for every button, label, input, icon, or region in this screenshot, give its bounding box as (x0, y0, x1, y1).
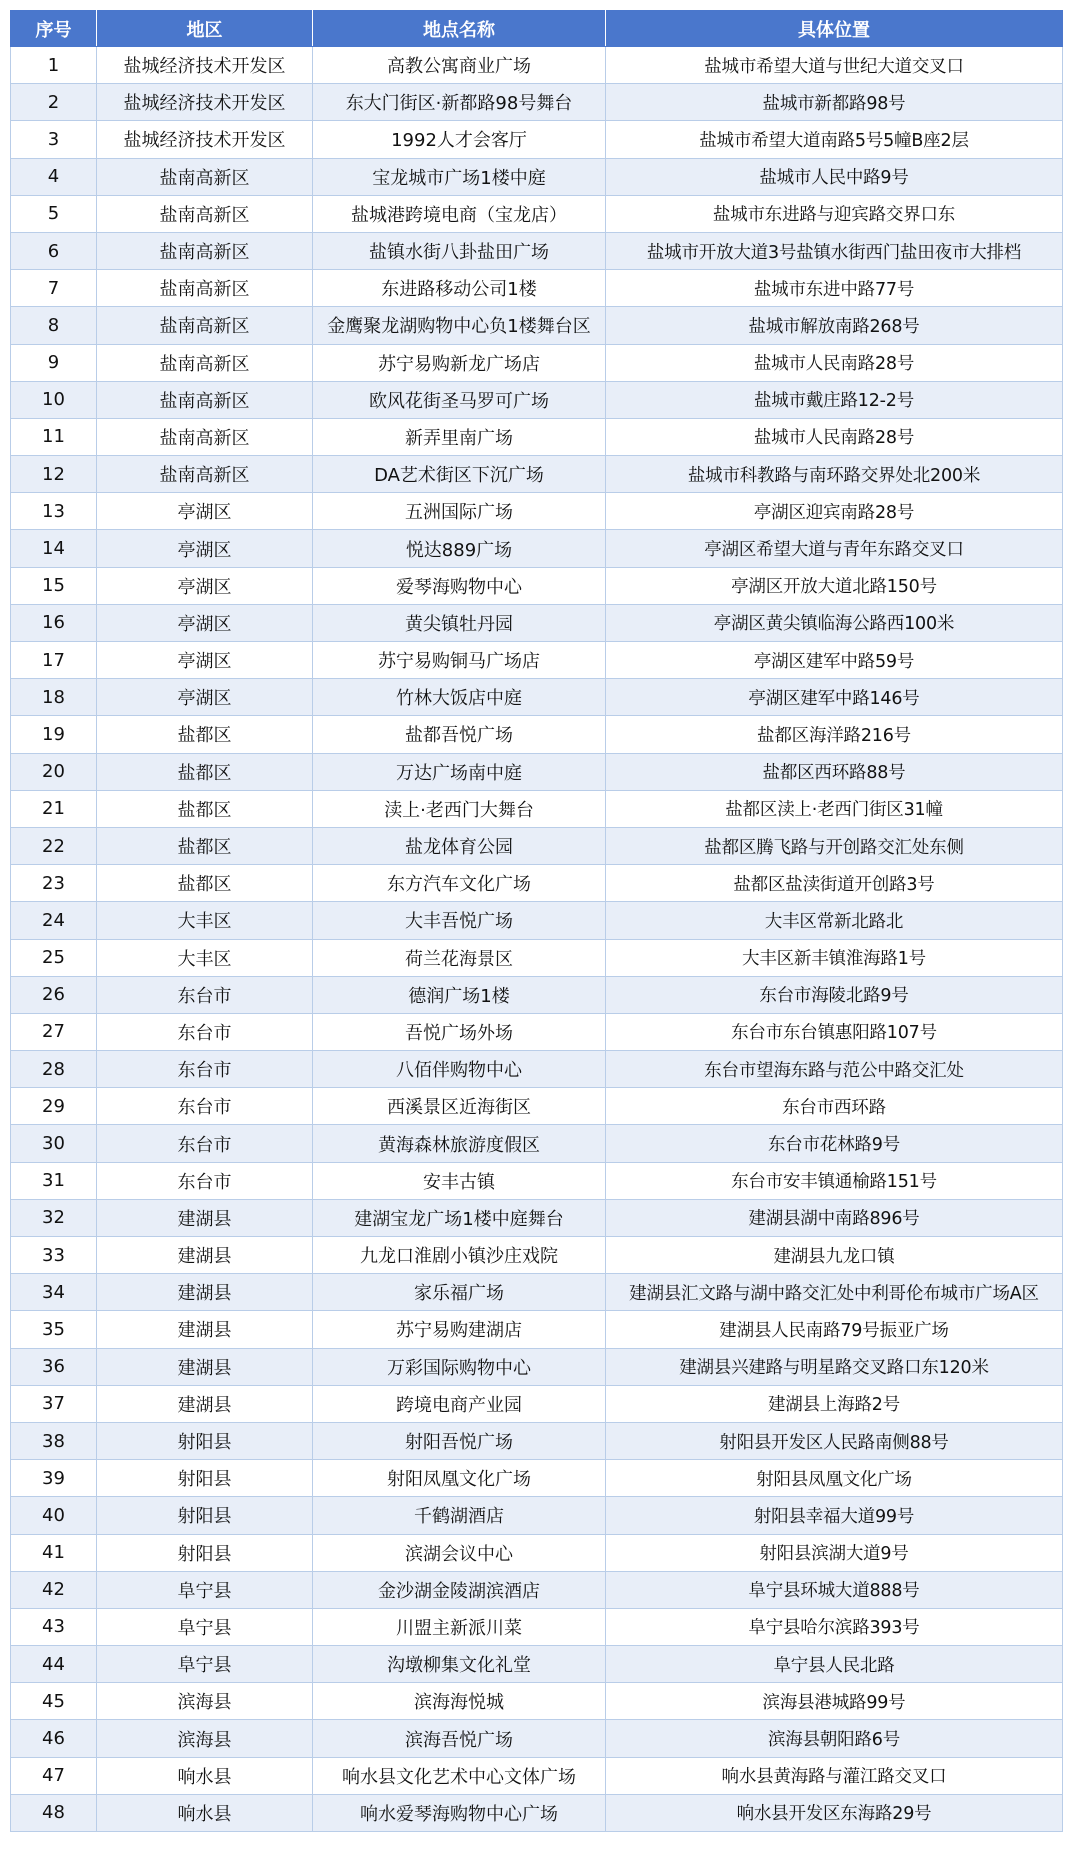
cell-district: 响水县 (97, 1794, 313, 1831)
cell-index: 14 (11, 530, 97, 567)
cell-address: 盐城市东进路与迎宾路交界口东 (606, 195, 1063, 232)
cell-index: 2 (11, 84, 97, 121)
cell-district: 阜宁县 (97, 1571, 313, 1608)
table-row (11, 1757, 1063, 1794)
cell-index: 3 (11, 121, 97, 158)
cell-index: 35 (11, 1311, 97, 1348)
cell-venue-name: 大丰吾悦广场 (313, 902, 606, 939)
cell-index: 34 (11, 1274, 97, 1311)
cell-index: 22 (11, 827, 97, 864)
cell-venue-name: 新弄里南广场 (313, 418, 606, 455)
table-row (11, 232, 1063, 269)
cell-venue-name: 宝龙城市广场1楼中庭 (313, 158, 606, 195)
cell-venue-name: 荷兰花海景区 (313, 939, 606, 976)
cell-index: 24 (11, 902, 97, 939)
cell-address: 射阳县滨湖大道9号 (606, 1534, 1063, 1571)
cell-district: 东台市 (97, 976, 313, 1013)
cell-index: 41 (11, 1534, 97, 1571)
cell-address: 射阳县开发区人民路南侧88号 (606, 1422, 1063, 1459)
table-row (11, 976, 1063, 1013)
cell-address: 建湖县汇文路与湖中路交汇处中利哥伦布城市广场A区 (606, 1274, 1063, 1311)
cell-index: 37 (11, 1385, 97, 1422)
cell-index: 6 (11, 232, 97, 269)
cell-venue-name: 安丰古镇 (313, 1162, 606, 1199)
cell-district: 东台市 (97, 1088, 313, 1125)
cell-address: 东台市东台镇惠阳路107号 (606, 1013, 1063, 1050)
cell-venue-name: 金鹰聚龙湖购物中心负1楼舞台区 (313, 307, 606, 344)
cell-address: 盐城市戴庄路12-2号 (606, 381, 1063, 418)
cell-index: 4 (11, 158, 97, 195)
cell-index: 15 (11, 567, 97, 604)
header-address: 具体位置 (606, 11, 1063, 47)
cell-index: 21 (11, 790, 97, 827)
cell-index: 45 (11, 1683, 97, 1720)
cell-district: 盐南高新区 (97, 307, 313, 344)
cell-venue-name: 跨境电商产业园 (313, 1385, 606, 1422)
cell-index: 46 (11, 1720, 97, 1757)
cell-address: 建湖县九龙口镇 (606, 1237, 1063, 1274)
cell-address: 盐城市人民南路28号 (606, 344, 1063, 381)
table-row (11, 84, 1063, 121)
cell-district: 滨海县 (97, 1720, 313, 1757)
cell-district: 盐都区 (97, 716, 313, 753)
table-row (11, 1720, 1063, 1757)
cell-index: 10 (11, 381, 97, 418)
cell-index: 1 (11, 47, 97, 84)
cell-index: 16 (11, 604, 97, 641)
cell-district: 射阳县 (97, 1422, 313, 1459)
table-row (11, 1794, 1063, 1831)
cell-venue-name: 高教公寓商业广场 (313, 47, 606, 84)
cell-venue-name: 川盟主新派川菜 (313, 1608, 606, 1645)
table-row (11, 1013, 1063, 1050)
cell-venue-name: 响水爱琴海购物中心广场 (313, 1794, 606, 1831)
cell-district: 盐南高新区 (97, 344, 313, 381)
cell-district: 盐南高新区 (97, 195, 313, 232)
cell-index: 43 (11, 1608, 97, 1645)
table-row (11, 1162, 1063, 1199)
header-venue-name: 地点名称 (313, 11, 606, 47)
table-row (11, 493, 1063, 530)
cell-index: 38 (11, 1422, 97, 1459)
table-row (11, 642, 1063, 679)
table-row (11, 418, 1063, 455)
cell-district: 建湖县 (97, 1274, 313, 1311)
cell-venue-name: 悦达889广场 (313, 530, 606, 567)
cell-venue-name: 黄海森林旅游度假区 (313, 1125, 606, 1162)
table-row (11, 1237, 1063, 1274)
table-row (11, 195, 1063, 232)
cell-address: 滨海县朝阳路6号 (606, 1720, 1063, 1757)
cell-district: 东台市 (97, 1013, 313, 1050)
cell-venue-name: 东大门街区·新都路98号舞台 (313, 84, 606, 121)
cell-index: 33 (11, 1237, 97, 1274)
cell-district: 盐都区 (97, 753, 313, 790)
cell-index: 5 (11, 195, 97, 232)
cell-address: 盐城市科教路与南环路交界处北200米 (606, 456, 1063, 493)
cell-district: 阜宁县 (97, 1646, 313, 1683)
cell-address: 阜宁县环城大道888号 (606, 1571, 1063, 1608)
cell-district: 建湖县 (97, 1385, 313, 1422)
cell-venue-name: 响水县文化艺术中心文体广场 (313, 1757, 606, 1794)
cell-district: 滨海县 (97, 1683, 313, 1720)
cell-district: 亭湖区 (97, 530, 313, 567)
table-row (11, 1311, 1063, 1348)
cell-venue-name: 吾悦广场外场 (313, 1013, 606, 1050)
cell-venue-name: 黄尖镇牡丹园 (313, 604, 606, 641)
cell-venue-name: 德润广场1楼 (313, 976, 606, 1013)
cell-district: 盐城经济技术开发区 (97, 84, 313, 121)
cell-district: 盐城经济技术开发区 (97, 121, 313, 158)
cell-district: 大丰区 (97, 939, 313, 976)
cell-index: 36 (11, 1348, 97, 1385)
cell-district: 阜宁县 (97, 1608, 313, 1645)
venue-table-container (10, 10, 1062, 1832)
cell-district: 东台市 (97, 1162, 313, 1199)
cell-district: 大丰区 (97, 902, 313, 939)
cell-district: 响水县 (97, 1757, 313, 1794)
cell-venue-name: 万彩国际购物中心 (313, 1348, 606, 1385)
cell-venue-name: 五洲国际广场 (313, 493, 606, 530)
cell-venue-name: 建湖宝龙广场1楼中庭舞台 (313, 1199, 606, 1236)
table-row (11, 679, 1063, 716)
cell-address: 滨海县港城路99号 (606, 1683, 1063, 1720)
table-row (11, 1646, 1063, 1683)
table-row (11, 827, 1063, 864)
table-row (11, 604, 1063, 641)
cell-index: 39 (11, 1460, 97, 1497)
table-row (11, 344, 1063, 381)
cell-district: 建湖县 (97, 1237, 313, 1274)
cell-venue-name: 射阳吾悦广场 (313, 1422, 606, 1459)
cell-district: 东台市 (97, 1125, 313, 1162)
table-row (11, 530, 1063, 567)
cell-district: 盐南高新区 (97, 456, 313, 493)
table-row (11, 1199, 1063, 1236)
table-row (11, 716, 1063, 753)
cell-address: 盐城市人民南路28号 (606, 418, 1063, 455)
cell-address: 东台市安丰镇通榆路151号 (606, 1162, 1063, 1199)
table-row (11, 307, 1063, 344)
table-row (11, 790, 1063, 827)
cell-district: 亭湖区 (97, 493, 313, 530)
cell-venue-name: 万达广场南中庭 (313, 753, 606, 790)
table-row (11, 567, 1063, 604)
cell-address: 响水县黄海路与灌江路交叉口 (606, 1757, 1063, 1794)
cell-index: 44 (11, 1646, 97, 1683)
cell-address: 盐城市希望大道与世纪大道交叉口 (606, 47, 1063, 84)
table-row (11, 1460, 1063, 1497)
cell-address: 东台市花林路9号 (606, 1125, 1063, 1162)
cell-address: 射阳县凤凰文化广场 (606, 1460, 1063, 1497)
cell-index: 47 (11, 1757, 97, 1794)
table-row (11, 456, 1063, 493)
cell-district: 射阳县 (97, 1460, 313, 1497)
cell-district: 建湖县 (97, 1199, 313, 1236)
cell-district: 射阳县 (97, 1497, 313, 1534)
cell-district: 射阳县 (97, 1534, 313, 1571)
cell-index: 13 (11, 493, 97, 530)
cell-index: 42 (11, 1571, 97, 1608)
cell-address: 盐城市人民中路9号 (606, 158, 1063, 195)
cell-district: 盐南高新区 (97, 418, 313, 455)
cell-district: 盐南高新区 (97, 232, 313, 269)
cell-address: 建湖县湖中南路896号 (606, 1199, 1063, 1236)
cell-address: 亭湖区黄尖镇临海公路西100米 (606, 604, 1063, 641)
cell-venue-name: 家乐福广场 (313, 1274, 606, 1311)
cell-district: 东台市 (97, 1051, 313, 1088)
cell-district: 亭湖区 (97, 679, 313, 716)
cell-venue-name: 千鹤湖酒店 (313, 1497, 606, 1534)
cell-venue-name: 西溪景区近海街区 (313, 1088, 606, 1125)
cell-district: 亭湖区 (97, 604, 313, 641)
table-row (11, 47, 1063, 84)
cell-address: 盐都区渎上·老西门街区31幢 (606, 790, 1063, 827)
cell-venue-name: 渎上·老西门大舞台 (313, 790, 606, 827)
cell-address: 亭湖区建军中路59号 (606, 642, 1063, 679)
cell-index: 30 (11, 1125, 97, 1162)
table-row (11, 270, 1063, 307)
cell-venue-name: 爱琴海购物中心 (313, 567, 606, 604)
cell-index: 27 (11, 1013, 97, 1050)
cell-index: 26 (11, 976, 97, 1013)
cell-address: 建湖县人民南路79号振亚广场 (606, 1311, 1063, 1348)
cell-venue-name: 盐城港跨境电商（宝龙店） (313, 195, 606, 232)
table-row (11, 1497, 1063, 1534)
cell-district: 盐都区 (97, 865, 313, 902)
cell-address: 盐都区海洋路216号 (606, 716, 1063, 753)
table-header-row (11, 11, 1063, 47)
table-row (11, 1088, 1063, 1125)
cell-address: 盐都区腾飞路与开创路交汇处东侧 (606, 827, 1063, 864)
table-row (11, 902, 1063, 939)
cell-district: 盐都区 (97, 827, 313, 864)
cell-district: 建湖县 (97, 1311, 313, 1348)
cell-address: 盐城市解放南路268号 (606, 307, 1063, 344)
cell-address: 大丰区新丰镇淮海路1号 (606, 939, 1063, 976)
cell-venue-name: DA艺术街区下沉广场 (313, 456, 606, 493)
cell-venue-name: 滨海海悦城 (313, 1683, 606, 1720)
venue-table (10, 10, 1063, 1832)
cell-index: 25 (11, 939, 97, 976)
cell-address: 射阳县幸福大道99号 (606, 1497, 1063, 1534)
cell-venue-name: 苏宁易购建湖店 (313, 1311, 606, 1348)
cell-district: 亭湖区 (97, 567, 313, 604)
cell-index: 19 (11, 716, 97, 753)
cell-address: 阜宁县人民北路 (606, 1646, 1063, 1683)
table-row (11, 158, 1063, 195)
table-row (11, 865, 1063, 902)
cell-venue-name: 射阳凤凰文化广场 (313, 1460, 606, 1497)
cell-venue-name: 东进路移动公司1楼 (313, 270, 606, 307)
cell-district: 盐南高新区 (97, 381, 313, 418)
cell-index: 18 (11, 679, 97, 716)
cell-index: 20 (11, 753, 97, 790)
table-row (11, 753, 1063, 790)
table-row (11, 1608, 1063, 1645)
cell-venue-name: 金沙湖金陵湖滨酒店 (313, 1571, 606, 1608)
cell-venue-name: 苏宁易购铜马广场店 (313, 642, 606, 679)
cell-district: 建湖县 (97, 1348, 313, 1385)
cell-index: 7 (11, 270, 97, 307)
cell-venue-name: 盐龙体育公园 (313, 827, 606, 864)
table-row (11, 1385, 1063, 1422)
cell-index: 48 (11, 1794, 97, 1831)
header-index: 序号 (11, 11, 97, 47)
cell-index: 28 (11, 1051, 97, 1088)
cell-venue-name: 苏宁易购新龙广场店 (313, 344, 606, 381)
table-row (11, 1683, 1063, 1720)
cell-venue-name: 滨海吾悦广场 (313, 1720, 606, 1757)
cell-index: 29 (11, 1088, 97, 1125)
cell-address: 盐城市新都路98号 (606, 84, 1063, 121)
table-row (11, 1534, 1063, 1571)
cell-index: 11 (11, 418, 97, 455)
cell-district: 盐南高新区 (97, 270, 313, 307)
cell-address: 盐城市希望大道南路5号5幢B座2层 (606, 121, 1063, 158)
cell-district: 盐都区 (97, 790, 313, 827)
cell-address: 东台市望海东路与范公中路交汇处 (606, 1051, 1063, 1088)
cell-venue-name: 1992人才会客厅 (313, 121, 606, 158)
cell-address: 东台市西环路 (606, 1088, 1063, 1125)
cell-address: 阜宁县哈尔滨路393号 (606, 1608, 1063, 1645)
cell-index: 8 (11, 307, 97, 344)
table-row (11, 1422, 1063, 1459)
cell-venue-name: 竹林大饭店中庭 (313, 679, 606, 716)
cell-address: 亭湖区希望大道与青年东路交叉口 (606, 530, 1063, 567)
cell-address: 盐城市开放大道3号盐镇水街西门盐田夜市大排档 (606, 232, 1063, 269)
cell-address: 建湖县兴建路与明星路交叉路口东120米 (606, 1348, 1063, 1385)
table-row (11, 1125, 1063, 1162)
table-row (11, 381, 1063, 418)
table-row (11, 121, 1063, 158)
cell-venue-name: 八佰伴购物中心 (313, 1051, 606, 1088)
cell-venue-name: 东方汽车文化广场 (313, 865, 606, 902)
cell-address: 盐都区盐渎街道开创路3号 (606, 865, 1063, 902)
cell-venue-name: 欧风花街圣马罗可广场 (313, 381, 606, 418)
cell-district: 盐城经济技术开发区 (97, 47, 313, 84)
cell-venue-name: 盐都吾悦广场 (313, 716, 606, 753)
cell-venue-name: 沟墩柳集文化礼堂 (313, 1646, 606, 1683)
cell-district: 盐南高新区 (97, 158, 313, 195)
cell-address: 建湖县上海路2号 (606, 1385, 1063, 1422)
cell-address: 东台市海陵北路9号 (606, 976, 1063, 1013)
cell-index: 17 (11, 642, 97, 679)
cell-index: 31 (11, 1162, 97, 1199)
cell-index: 9 (11, 344, 97, 381)
header-district: 地区 (97, 11, 313, 47)
cell-venue-name: 九龙口淮剧小镇沙庄戏院 (313, 1237, 606, 1274)
table-row (11, 1571, 1063, 1608)
cell-address: 亭湖区迎宾南路28号 (606, 493, 1063, 530)
cell-address: 亭湖区开放大道北路150号 (606, 567, 1063, 604)
cell-address: 响水县开发区东海路29号 (606, 1794, 1063, 1831)
cell-index: 40 (11, 1497, 97, 1534)
cell-district: 亭湖区 (97, 642, 313, 679)
table-row (11, 1274, 1063, 1311)
table-row (11, 1348, 1063, 1385)
table-row (11, 939, 1063, 976)
cell-address: 亭湖区建军中路146号 (606, 679, 1063, 716)
cell-index: 23 (11, 865, 97, 902)
cell-address: 盐城市东进中路77号 (606, 270, 1063, 307)
table-row (11, 1051, 1063, 1088)
cell-venue-name: 滨湖会议中心 (313, 1534, 606, 1571)
cell-address: 盐都区西环路88号 (606, 753, 1063, 790)
cell-address: 大丰区常新北路北 (606, 902, 1063, 939)
cell-index: 12 (11, 456, 97, 493)
table-body (11, 47, 1063, 1832)
cell-venue-name: 盐镇水街八卦盐田广场 (313, 232, 606, 269)
cell-index: 32 (11, 1199, 97, 1236)
